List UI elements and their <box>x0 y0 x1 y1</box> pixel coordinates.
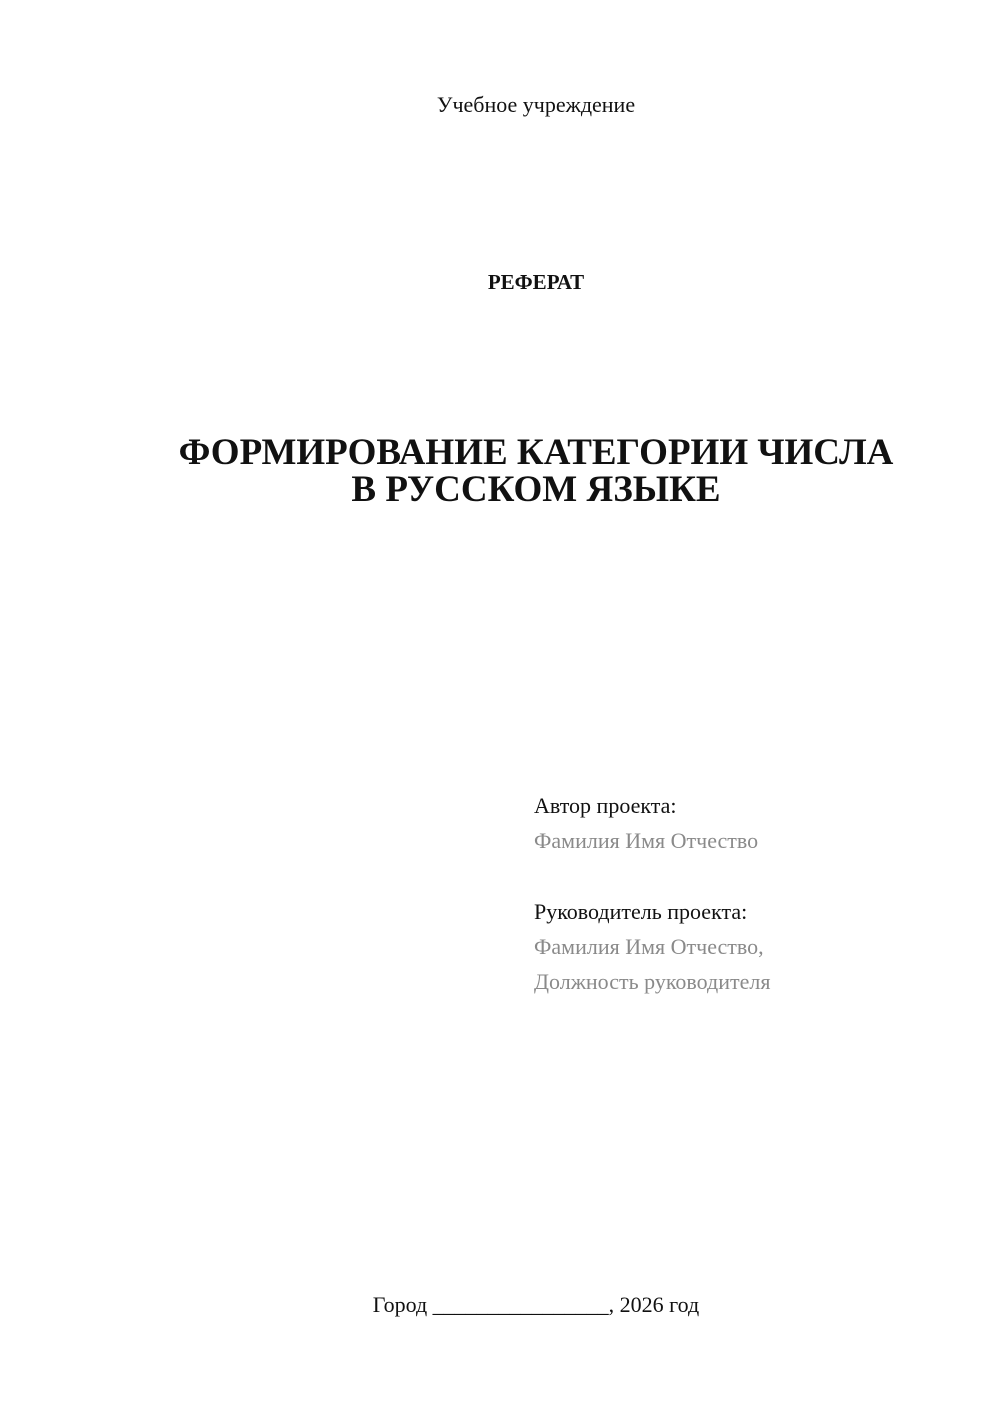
spacer <box>534 858 974 894</box>
city-year-footer: Город ________________, 2026 год <box>372 1292 700 1317</box>
authorship-block <box>534 788 974 999</box>
supervisor-label: Руководитель проекта: <box>534 899 748 924</box>
institution-name: Учебное учреждение <box>436 92 636 117</box>
title-line-1: ФОРМИРОВАНИЕ КАТЕГОРИИ ЧИСЛА <box>178 432 894 473</box>
document-title <box>0 434 1000 508</box>
title-line-2: В РУССКОМ ЯЗЫКЕ <box>351 469 721 510</box>
supervisor-position: Должность руководителя <box>534 969 771 994</box>
supervisor-name: Фамилия Имя Отчество, <box>534 934 764 959</box>
author-name: Фамилия Имя Отчество <box>534 828 759 853</box>
document-type: РЕФЕРАТ <box>487 270 585 294</box>
author-label: Автор проекта: <box>534 793 677 818</box>
